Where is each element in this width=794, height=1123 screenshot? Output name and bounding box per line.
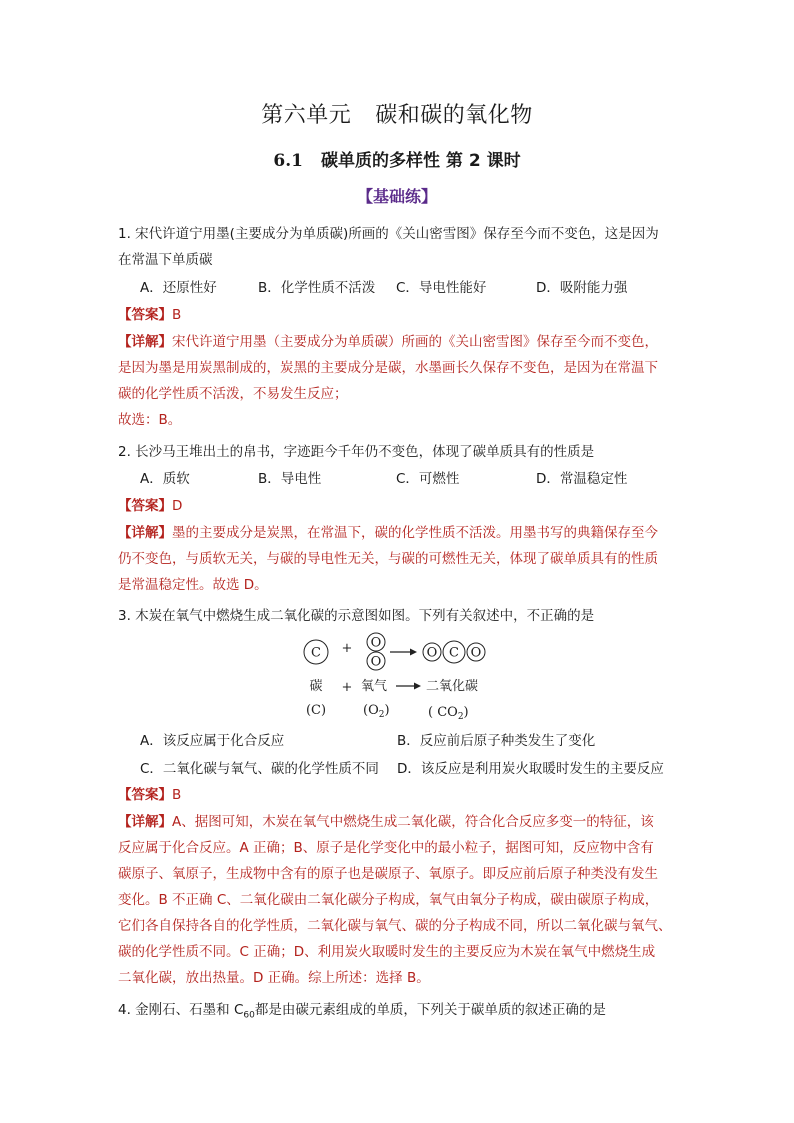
q4-stem-part1: 4. 金刚石、石墨和 C [118, 1002, 244, 1018]
name-co2: 二氧化碳 [425, 679, 479, 694]
q2-detail-text1: 墨的主要成分是炭黑，在常温下，碳的化学性质不活泼。用墨书写的典籍保存至今 [172, 525, 658, 541]
q2-option-a: A．质软 [140, 471, 190, 487]
carbon-atom-label: C [311, 645, 321, 661]
reaction-diagram [296, 628, 506, 723]
detail-label: 【详解】 [118, 814, 172, 830]
q1-option-b: B．化学性质不活泼 [258, 280, 376, 296]
q2-detail-line1 [118, 521, 658, 541]
q1-stem-line2: 在常温下单质碳 [118, 252, 213, 268]
name-oxygen: 氧气 [360, 679, 388, 694]
plus-sign: + [341, 641, 353, 656]
q3-option-c: C．二氧化碳与氧气、碳的化学性质不同 [140, 761, 379, 777]
formula-oxygen: $(O_2)$ [363, 703, 390, 720]
q3-detail-line6: 碳的化学性质不同。C 正确；D、利用炭火取暖时发生的主要反应为木炭在氧气中燃烧生成 [118, 944, 656, 960]
detail-label: 【详解】 [118, 334, 172, 350]
q3-detail-line5: 它们各自保持各自的化学性质，二氧化碳与氧气、碳的分子构成不同，所以二氧化碳与氧气、 [118, 918, 672, 934]
lesson-number: 6.1 [273, 151, 303, 171]
q1-answer-value: B [172, 307, 182, 323]
q1-detail-line3: 碳的化学性质不活泼，不易发生反应； [118, 386, 348, 402]
oxygen-atom-top-label: O [370, 635, 382, 651]
lesson-title [0, 146, 794, 171]
q1-option-d: D．吸附能力强 [536, 280, 628, 296]
oxygen-atom-bottom-label: O [370, 654, 382, 670]
q3-detail-line4: 变化。B 不正确 C、二氧化碳由二氧化碳分子构成，氧气由氧分子构成，碳由碳原子构成， [118, 892, 659, 908]
q1-option-a: A．还原性好 [140, 280, 217, 296]
q1-detail-line1 [118, 330, 658, 350]
unit-title [0, 98, 794, 129]
q4-stem [118, 998, 606, 1021]
section-heading: 【基础练】 [356, 187, 437, 206]
q3-answer [118, 783, 181, 803]
q2-option-b: B．导电性 [258, 471, 322, 487]
q1-detail-line4: 故选：B。 [118, 412, 182, 428]
co2-carbon-label: C [449, 645, 459, 661]
q4-stem-part2: 都是由碳元素组成的单质，下列关于碳单质的叙述正确的是 [254, 1002, 606, 1018]
q3-option-a: A．该反应属于化合反应 [140, 733, 285, 749]
q1-answer [118, 303, 181, 323]
formula-co2: ( $CO_2$) [428, 705, 469, 722]
q2-option-c: C．可燃性 [396, 471, 460, 487]
name-plus: + [341, 680, 353, 695]
q3-option-b: B．反应前后原子种类发生了变化 [397, 733, 596, 749]
lesson-name: 碳单质的多样性 第 2 课时 [320, 151, 521, 171]
q2-answer-value: D [172, 498, 183, 514]
formula-carbon: (C) [305, 703, 327, 718]
unit-number: 第六单元 [261, 103, 352, 128]
q4-stem-subscript: 60 [243, 1010, 255, 1021]
q2-stem: 2. 长沙马王堆出土的帛书，字迹距今千年仍不变色，体现了碳单质具有的性质是 [118, 444, 595, 460]
reaction-arrow-head [410, 649, 417, 656]
co2-oxygen-right-label: O [470, 645, 482, 661]
q1-stem-line1: 1. 宋代许道宁用墨(主要成分为单质碳)所画的《关山密雪图》保存至今而不变色，这是因为 [118, 226, 659, 242]
q3-option-d: D．该反应是利用炭火取暖时发生的主要反应 [397, 761, 664, 777]
q2-detail-line2: 仍不变色，与质软无关，与碳的导电性无关，与碳的可燃性无关，体现了碳单质具有的性质 [118, 551, 658, 567]
q3-stem: 3. 木炭在氧气中燃烧生成二氧化碳的示意图如图。下列有关叙述中，不正确的是 [118, 608, 595, 624]
q3-detail-line1 [118, 810, 654, 830]
detail-label: 【详解】 [118, 525, 172, 541]
answer-label: 【答案】 [118, 307, 172, 323]
q2-option-d: D．常温稳定性 [536, 471, 628, 487]
q3-answer-value: B [172, 787, 182, 803]
q2-detail-line3: 是常温稳定性。故选 D。 [118, 577, 268, 593]
answer-label: 【答案】 [118, 498, 172, 514]
q3-detail-line3: 碳原子、氧原子，生成物中含有的原子也是碳原子、氧原子。即反应前后原子种类没有发生 [118, 866, 658, 882]
q1-option-c: C．导电性能好 [396, 280, 487, 296]
q2-answer [118, 494, 182, 514]
unit-name: 碳和碳的氧化物 [375, 103, 533, 128]
names-arrow-head [414, 683, 421, 690]
q3-detail-line2: 反应属于化合反应。A 正确；B、原子是化学变化中的最小粒子，据图可知，反应物中含有 [118, 840, 654, 856]
q1-detail-text1: 宋代许道宁用墨（主要成分为单质碳）所画的《关山密雪图》保存至今而不变色， [172, 334, 658, 350]
q1-detail-line2: 是因为墨是用炭黑制成的，炭黑的主要成分是碳，水墨画长久保存不变色，是因为在常温下 [118, 360, 658, 376]
answer-label: 【答案】 [118, 787, 172, 803]
q3-detail-text1: A、据图可知，木炭在氧气中燃烧生成二氧化碳，符合化合反应多变一的特征，该 [172, 814, 654, 830]
name-carbon: 碳 [309, 679, 323, 694]
co2-oxygen-left-label: O [426, 645, 438, 661]
q3-detail-line7: 二氧化碳，放出热量。D 正确。综上所述：选择 B。 [118, 970, 430, 986]
